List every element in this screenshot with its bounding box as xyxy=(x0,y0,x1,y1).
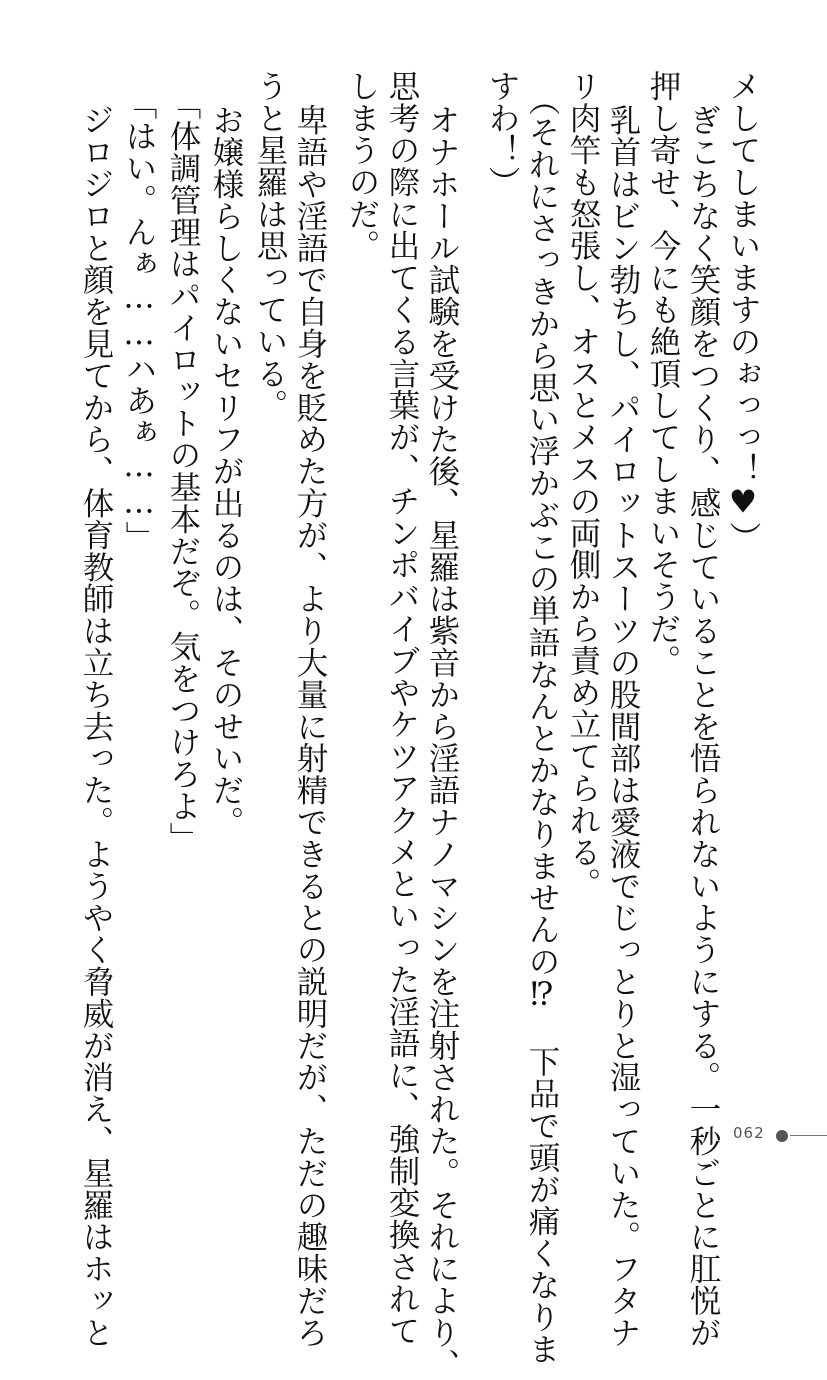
text-column: お嬢様らしくないセリフが出るのは、そのせいだ。 xyxy=(208,104,244,838)
text-column: すわ！） xyxy=(484,70,520,198)
text-column: 押し寄せ、今にも絶頂してしまいそうだ。 xyxy=(645,70,681,677)
text-column: （それにさっきから思い浮かぶこの単語なんとかなりませんの⁉ 下品で頭が痛くなりま xyxy=(524,84,560,1365)
text-column: リ肉竿も怒張し、オスとメスの両側から責め立てられる。 xyxy=(565,70,601,900)
folio-dot-icon xyxy=(776,1130,788,1142)
folio-rule xyxy=(790,1135,827,1136)
text-column-top: メしてしまいますのぉっっ！♥） xyxy=(725,70,761,553)
text-column: 乳首はビン勃ちし、パイロットスーツの股間部は愛液でじっとりと湿っていた。フタナ xyxy=(605,104,641,1349)
text-column: 「はい。んぁ……ハあぁ……」 xyxy=(121,88,157,553)
text-column: うと星羅は思っている。 xyxy=(252,70,288,421)
text-column: 思考の際に出てくる言葉が、チンポバイブやケツアクメといった淫語に、強制変換されて xyxy=(384,70,420,1346)
page-number: 062 xyxy=(733,1124,765,1142)
text-column: ジロジロと顔を見てから、体育教師は立ち去った。ようやく脅威が消え、星羅はホッと xyxy=(78,104,114,1349)
text-column: オナホール試験を受けた後、星羅は紫音から淫語ナノマシンを注射された。それにより、 xyxy=(424,104,460,1380)
text-column: 「体調管理はパイロットの基本だぞ。気をつけろよ」 xyxy=(165,88,201,854)
text-column: しまうのだ。 xyxy=(344,70,380,262)
text-column: ぎこちなく笑顔をつくり、感じていることを悟られないようにする。一秒ごとに肛悦が xyxy=(685,104,721,1349)
text-column: 卑語や淫語で自身を貶めた方が、より大量に射精できるとの説明だが、ただの趣味だろ xyxy=(292,104,328,1349)
